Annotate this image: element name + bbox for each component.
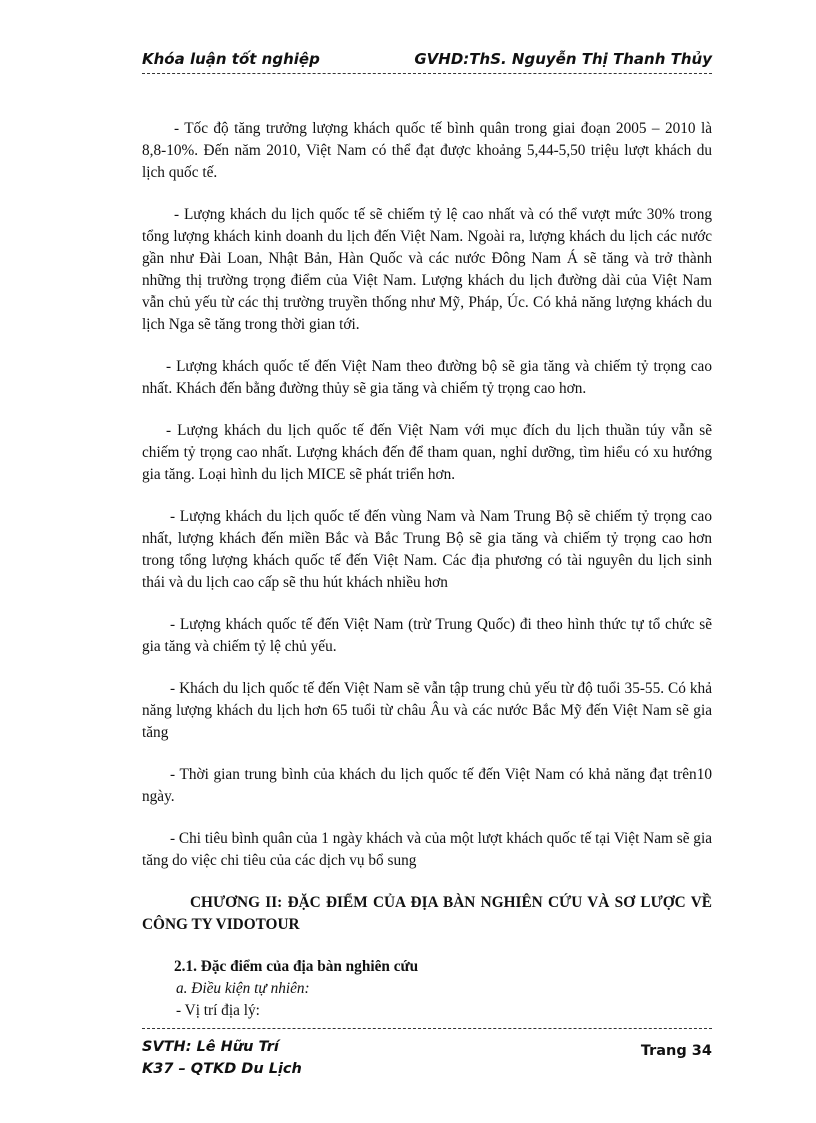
subsection-heading: a. Điều kiện tự nhiên: [176,980,310,997]
paragraph: - Tốc độ tăng trưởng lượng khách quốc tế bình quân trong giai đoạn 2005 – 2010 là 8,8-10%. Đến năm 2010, Việt Nam có thể đạt được khoảng 5,44-5,50 triệu lượt khách du lịch quốc tế. [142,120,712,181]
supervisor-name: GVHD:ThS. Nguyễn Thị Thanh Thủy [414,50,712,68]
paragraph: - Khách du lịch quốc tế đến Việt Nam sẽ vẫn tập trung chủ yếu từ độ tuổi 35-55. Có khả năng lượng khách du lịch hơn 65 tuổi từ châu Âu và các nước Bắc Mỹ đến Việt Nam sẽ gia tăng [142,680,712,741]
paragraph: - Lượng khách du lịch quốc tế đến vùng Nam và Nam Trung Bộ sẽ chiếm tỷ trọng cao nhất, lượng khách đến miền Bắc và Bắc Trung Bộ sẽ gia tăng và chiếm tỷ trọng cao hơn trong tổng lượng khách quốc tế đến Việt Nam. Các địa phương có tài nguyên du lịch sinh thái và du lịch cao cấp sẽ thu hút khách nhiều hơn [142,508,712,591]
paragraph: - Chi tiêu bình quân của 1 ngày khách và của một lượt khách quốc tế tại Việt Nam sẽ gia tăng do việc chi tiêu của các dịch vụ bổ sung [142,830,712,869]
footer-divider [142,1028,712,1029]
page-header [142,48,712,72]
paragraph: - Lượng khách quốc tế đến Việt Nam (trừ Trung Quốc) đi theo hình thức tự tổ chức sẽ gia tăng và chiếm tỷ lệ chủ yếu. [142,616,712,655]
paragraph: - Thời gian trung bình của khách du lịch quốc tế đến Việt Nam có khả năng đạt trên10 ngày. [142,766,712,805]
thesis-title: Khóa luận tốt nghiệp [142,50,320,68]
paragraph: - Lượng khách du lịch quốc tế đến Việt Nam với mục đích du lịch thuần túy vẫn sẽ chiếm tỷ trọng cao nhất. Lượng khách đến để tham quan, nghỉ dưỡng, tìm hiểu có xu hướng gia tăng. Loại hình du lịch MICE sẽ phát triển hơn. [142,422,712,483]
page-body [142,118,712,1022]
page-number: Trang 34 [640,1043,712,1059]
page-footer [142,1036,712,1080]
section-heading: 2.1. Đặc điểm của địa bàn nghiên cứu [174,958,419,975]
paragraph: - Lượng khách du lịch quốc tế sẽ chiếm tỷ lệ cao nhất và có thể vượt mức 30% trong tổng lượng khách kinh doanh du lịch đến Việt Nam. Ngoài ra, lượng khách du lịch các nước gần như Đài Loan, Nhật Bản, Hàn Quốc và các nước Đông Nam Á sẽ tăng và trở thành những thị trường trọng điểm của Việt Nam. Lượng khách du lịch đường dài của Việt Nam vẫn chủ yếu từ các thị trường truyền thống như Mỹ, Pháp, Úc. Có khả năng lượng khách du lịch Nga sẽ tăng trong thời gian tới. [142,206,712,333]
paragraph: - Lượng khách quốc tế đến Việt Nam theo đường bộ sẽ gia tăng và chiếm tỷ trọng cao nhất. Khách đến bằng đường thủy sẽ gia tăng và chiếm tỷ trọng cao hơn. [142,358,712,397]
class-name: K37 – QTKD Du Lịch [142,1061,302,1077]
list-item: - Vị trí địa lý: [176,1002,260,1019]
student-name: SVTH: Lê Hữu Trí [142,1039,279,1055]
header-divider [142,73,712,74]
chapter-heading: CHƯƠNG II: ĐẶC ĐIỂM CỦA ĐỊA BÀN NGHIÊN CỨU VÀ SƠ LƯỢC VỀ CÔNG TY VIDOTOUR [142,894,712,933]
